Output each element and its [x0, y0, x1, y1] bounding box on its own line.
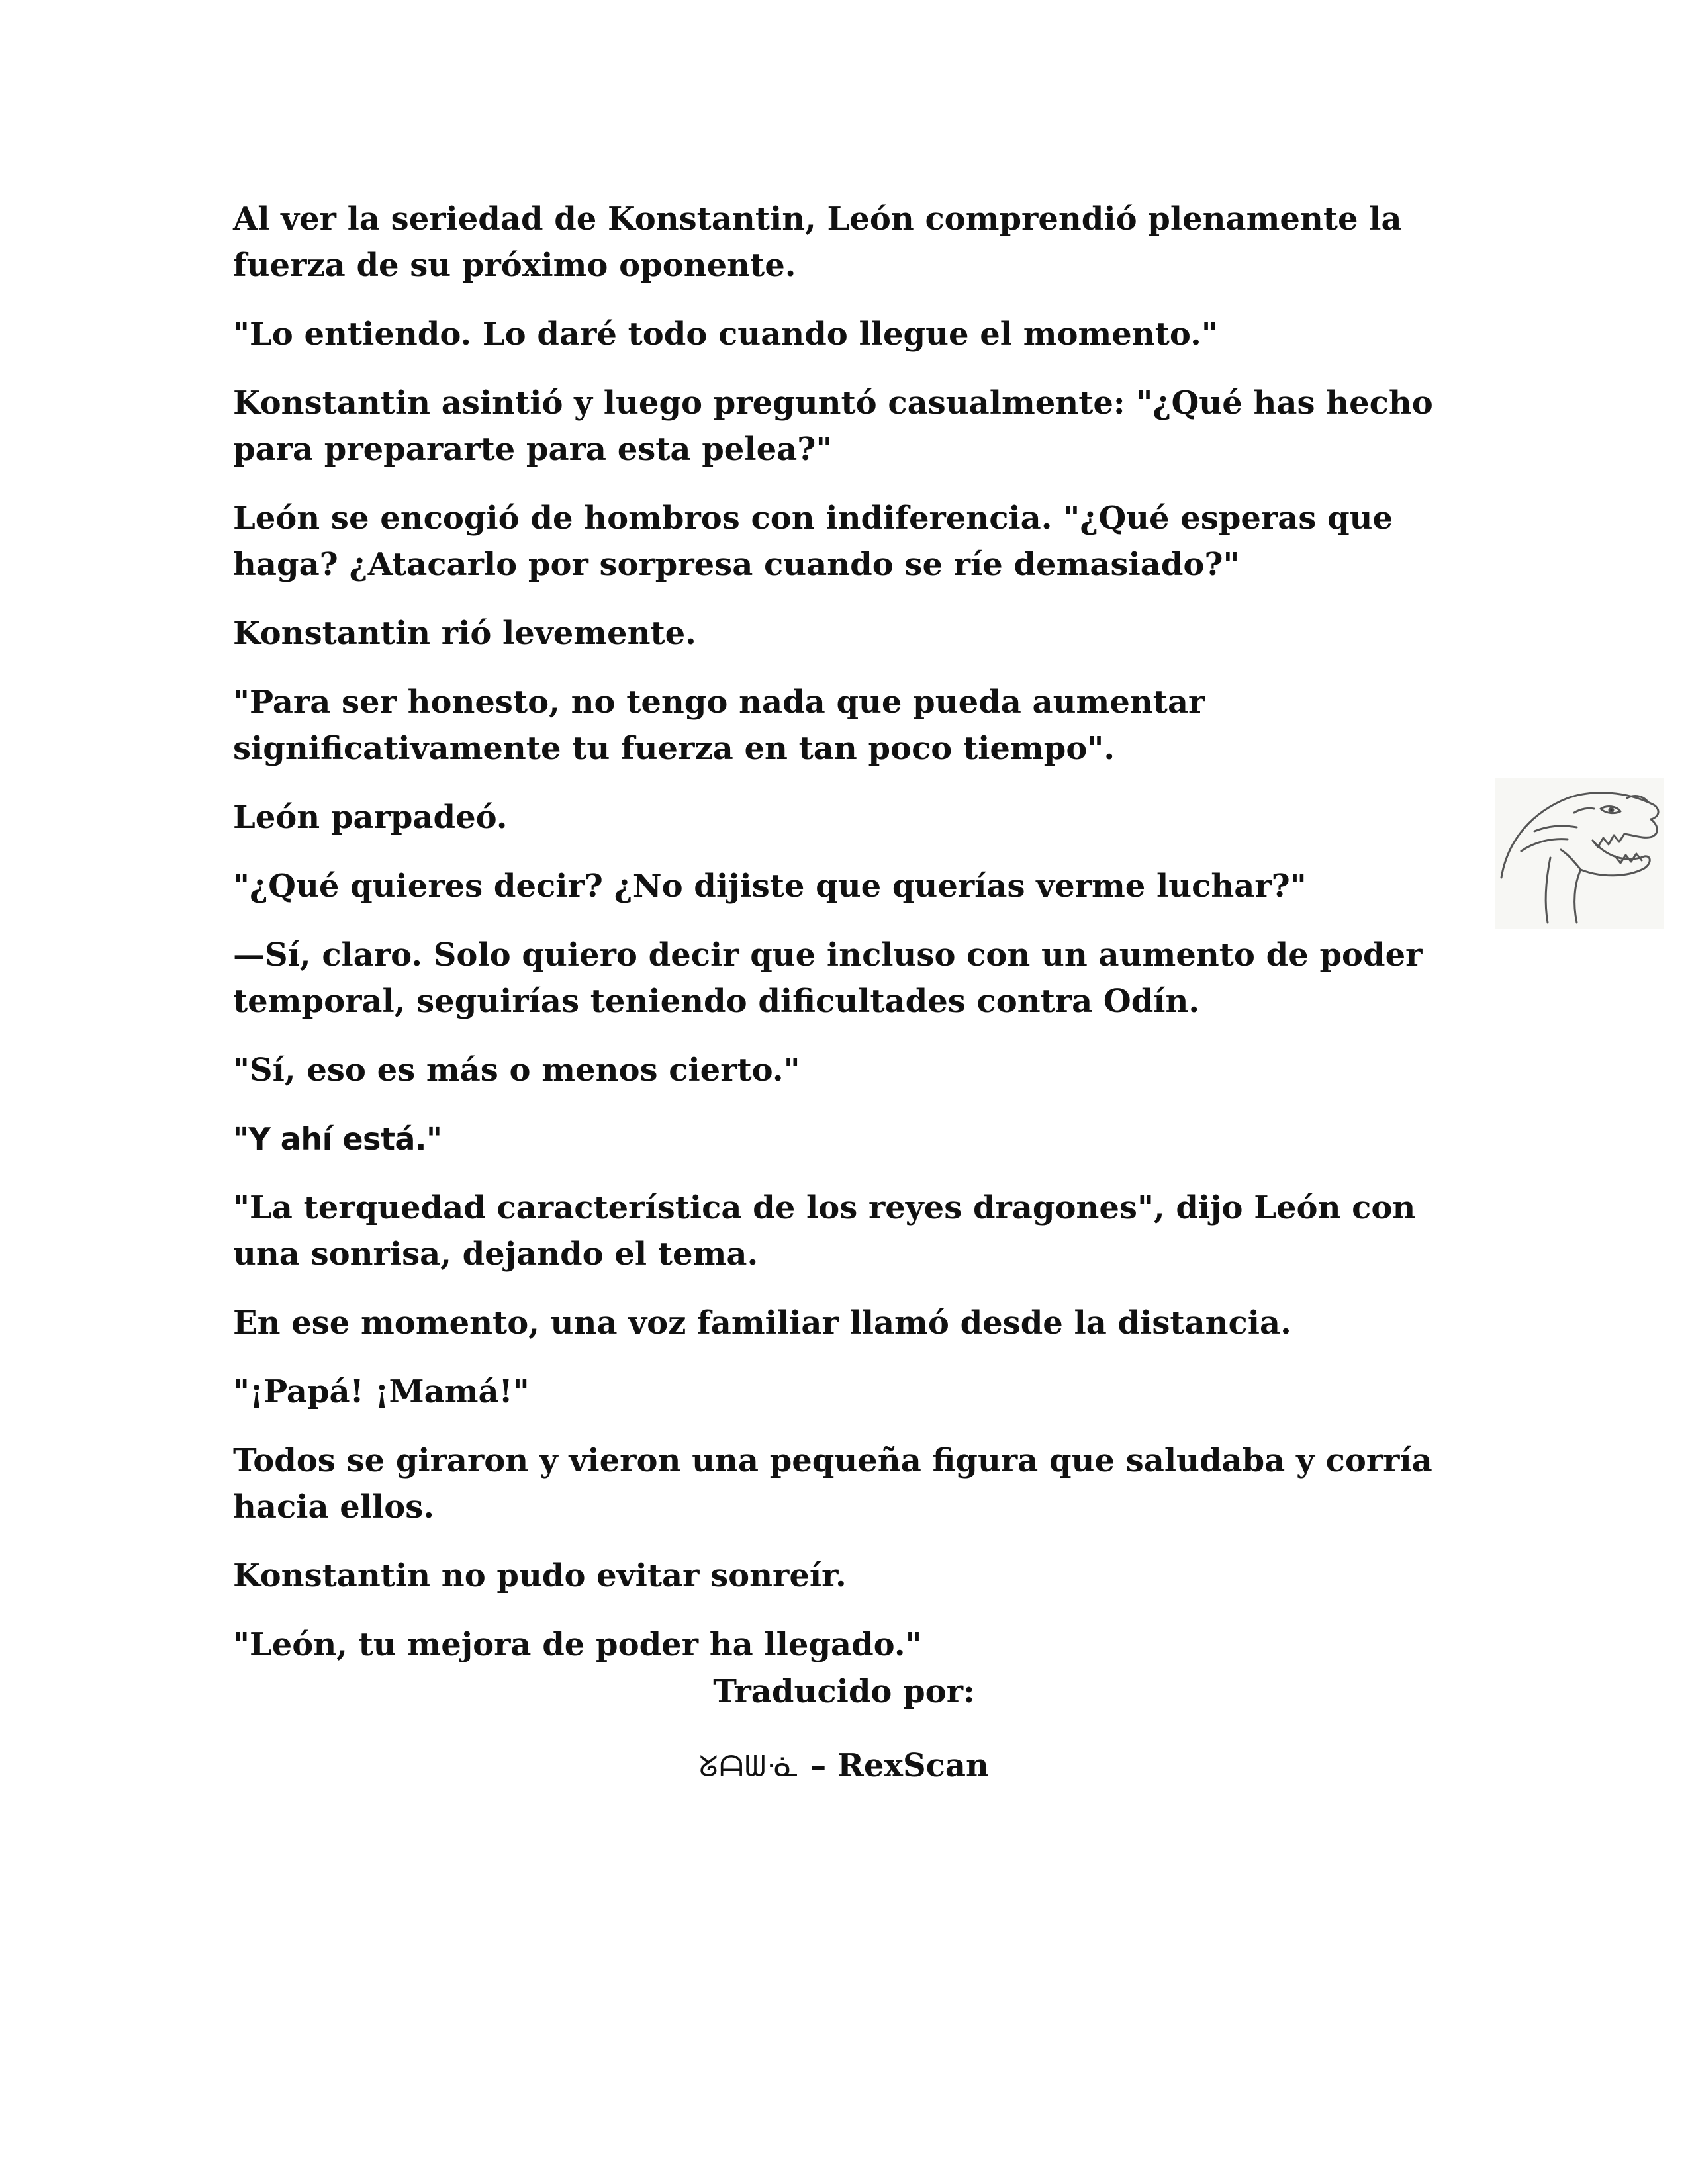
paragraph: Al ver la seriedad de Konstantin, León comprendió plenamente la fuerza de su próximo oponente. [233, 201, 1402, 284]
paragraph: "La terquedad característica de los reyes dragones", dijo León con una sonrisa, dejando el tema. [233, 1189, 1416, 1273]
credits-line [0, 1747, 1688, 1784]
paragraph: Konstantin asintió y luego preguntó casualmente: "¿Qué has hecho para prepararte para esta pelea?" [233, 385, 1433, 468]
paragraph: En ese momento, una voz familiar llamó desde la distancia. [233, 1304, 1291, 1342]
paragraph: Konstantin no pudo evitar sonreír. [233, 1557, 847, 1594]
translator-handle: ᘜᗩᗯᓍ [699, 1750, 800, 1784]
paragraph: "Para ser honesto, no tengo nada que pueda aumentar significativamente tu fuerza en tan poco tiempo". [233, 684, 1205, 767]
story-text [233, 196, 1477, 1690]
paragraph: Konstantin rió levemente. [233, 615, 696, 652]
dinosaur-head-icon [1495, 778, 1664, 929]
group-name: RexScan [837, 1747, 989, 1784]
paragraph: León parpadeó. [233, 799, 508, 836]
paragraph: —Sí, claro. Solo quiero decir que incluso con un aumento de poder temporal, seguirías teniendo dificultades contra Odín. [233, 936, 1423, 1020]
paragraph: León se encogió de hombros con indiferencia. "¿Qué esperas que haga? ¿Atacarlo por sorpresa cuando se ríe demasiado?" [233, 500, 1393, 583]
paragraph: "¿Qué quieres decir? ¿No dijiste que querías verme luchar?" [233, 868, 1307, 905]
paragraph: "¡Papá! ¡Mamá!" [233, 1373, 530, 1410]
credits-separator: – [799, 1747, 837, 1784]
paragraph: "Sí, eso es más o menos cierto." [233, 1052, 800, 1089]
paragraph-emphasis: "Y ahí está." [233, 1121, 442, 1157]
paragraph: Todos se giraron y vieron una pequeña figura que saludaba y corría hacia ellos. [233, 1442, 1432, 1525]
paragraph: "Lo entiendo. Lo daré todo cuando llegue el momento." [233, 316, 1218, 353]
paragraph: "León, tu mejora de poder ha llegado." [233, 1626, 922, 1663]
credits-label: Traducido por: [713, 1673, 975, 1710]
